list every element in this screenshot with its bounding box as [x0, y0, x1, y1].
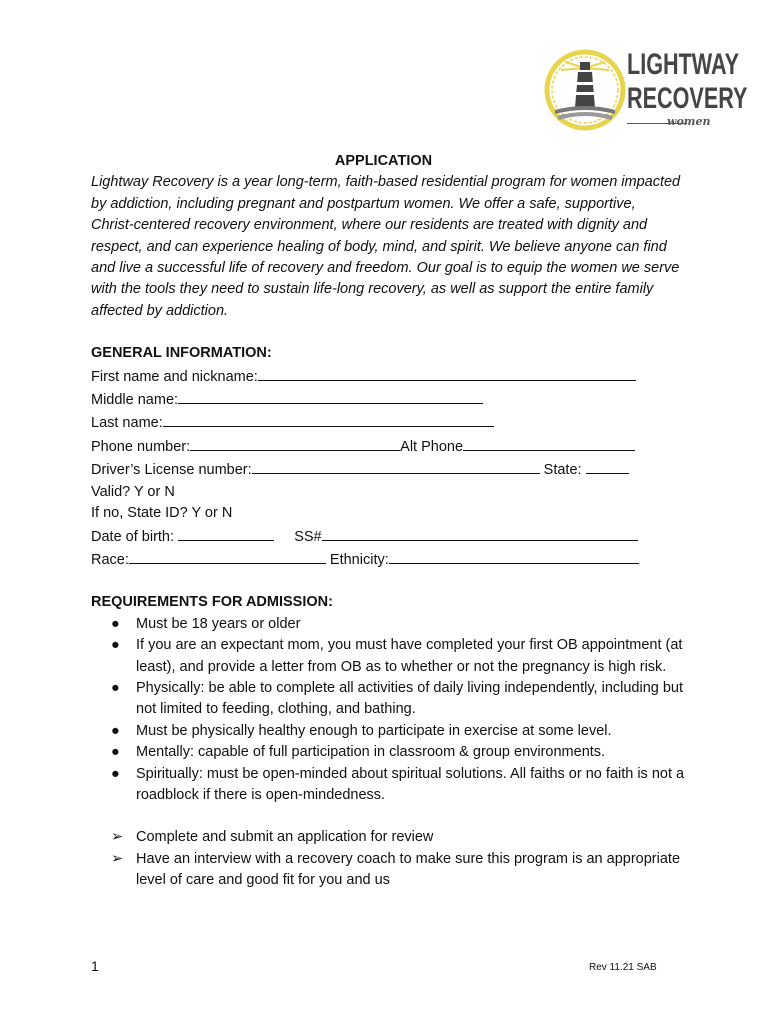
last-name-row	[91, 411, 691, 434]
requirement-text: Physically: be able to complete all activities of daily living independently, including but not limited to feeding, clothing, and bathing.	[136, 679, 684, 718]
step-text: Complete and submit an application for review	[136, 829, 434, 846]
dob-label: Date of birth:	[91, 528, 175, 545]
requirement-text: If you are an expectant mom, you must have completed your first OB appointment (at least), and provide a letter from OB as to whether or not the pregnancy is high risk.	[136, 637, 683, 675]
phone-field[interactable]	[190, 435, 400, 451]
list-item	[111, 614, 691, 635]
steps-list	[91, 827, 691, 891]
bullet-icon: ●	[111, 679, 120, 696]
list-item	[111, 742, 691, 763]
list-item	[111, 635, 691, 678]
ss-field[interactable]	[322, 525, 638, 541]
alt-phone-label: Alt Phone	[400, 438, 464, 455]
last-name-label: Last name:	[91, 415, 163, 432]
bullet-icon: ●	[111, 765, 120, 782]
page-title: APPLICATION	[334, 153, 433, 169]
list-item	[111, 678, 691, 721]
license-field[interactable]	[252, 458, 540, 474]
first-name-label: First name and nickname:	[91, 368, 258, 385]
list-item	[111, 764, 691, 807]
requirement-text: Mentally: capable of full participation in classroom & group environments.	[136, 744, 606, 761]
race-row	[91, 548, 691, 571]
state-field[interactable]	[586, 458, 629, 474]
step-text: Have an interview with a recovery coach to make sure this program is an appropriate level of care and good fit for you and us	[136, 850, 681, 889]
requirements-heading: REQUIREMENTS FOR ADMISSION:	[91, 594, 333, 611]
first-name-row	[91, 365, 691, 388]
alt-phone-field[interactable]	[463, 435, 635, 451]
ss-label: SS#	[294, 528, 322, 545]
logo-subtitle: women	[667, 115, 711, 128]
requirement-text: Must be 18 years or older	[136, 615, 301, 632]
phone-row	[91, 435, 691, 458]
dob-row	[91, 525, 691, 548]
state-label: State:	[543, 462, 582, 479]
valid-row[interactable]: Valid? Y or N	[91, 483, 175, 500]
arrow-icon: ➢	[111, 829, 124, 846]
requirements-list	[91, 614, 691, 807]
spacer	[91, 806, 691, 827]
revision-label: Rev 11.21 SAB	[589, 962, 657, 973]
bullet-icon: ●	[111, 615, 120, 632]
ethnicity-label: Ethnicity:	[329, 551, 389, 568]
intro-paragraph: Lightway Recovery is a year long-term, faith-based residential program for women impacted by addiction, including pregnant and postpartum women. We offer a safe, supportive, Christ-centered recovery environment, where our residents are treated with dignity and respect, and can experience healing of body, mind, and spirit. We believe anyone can find and live a successful life of recovery and freedom. Our goal is to equip the women we serve with the tools they need to sustain life-long recovery, as well as support the entire family affected by addiction.	[91, 174, 681, 319]
arrow-icon: ➢	[111, 850, 124, 867]
list-item	[111, 849, 691, 892]
lightway-recovery-logo	[543, 48, 748, 133]
license-row	[91, 458, 691, 481]
middle-name-row	[91, 388, 691, 411]
race-field[interactable]	[129, 548, 326, 564]
middle-name-label: Middle name:	[91, 392, 179, 409]
list-item	[111, 827, 691, 848]
first-name-field[interactable]	[258, 365, 636, 381]
requirement-text: Spiritually: must be open-minded about spiritual solutions. All faiths or no faith is not a roadblock if there is open-mindedness.	[136, 765, 685, 803]
bullet-icon: ●	[111, 744, 120, 761]
phone-label: Phone number:	[91, 438, 191, 455]
logo-line-recovery: RECOVERY	[627, 82, 748, 115]
page-number: 1	[91, 958, 99, 974]
ethnicity-field[interactable]	[389, 548, 639, 564]
bullet-icon: ●	[111, 637, 120, 654]
dob-field[interactable]	[178, 525, 274, 541]
middle-name-field[interactable]	[178, 388, 483, 404]
last-name-field[interactable]	[163, 411, 494, 427]
general-information-heading: GENERAL INFORMATION:	[91, 345, 272, 362]
logo-line-lightway: LIGHTWAY	[627, 48, 740, 81]
bullet-icon: ●	[111, 722, 120, 739]
state-id-row[interactable]: If no, State ID? Y or N	[91, 505, 233, 522]
lighthouse-icon	[543, 48, 627, 132]
requirement-text: Must be physically healthy enough to participate in exercise at some level.	[136, 722, 612, 739]
race-label: Race:	[91, 551, 129, 568]
application-body	[91, 151, 691, 892]
license-label: Driver’s License number:	[91, 462, 252, 479]
list-item	[111, 721, 691, 742]
